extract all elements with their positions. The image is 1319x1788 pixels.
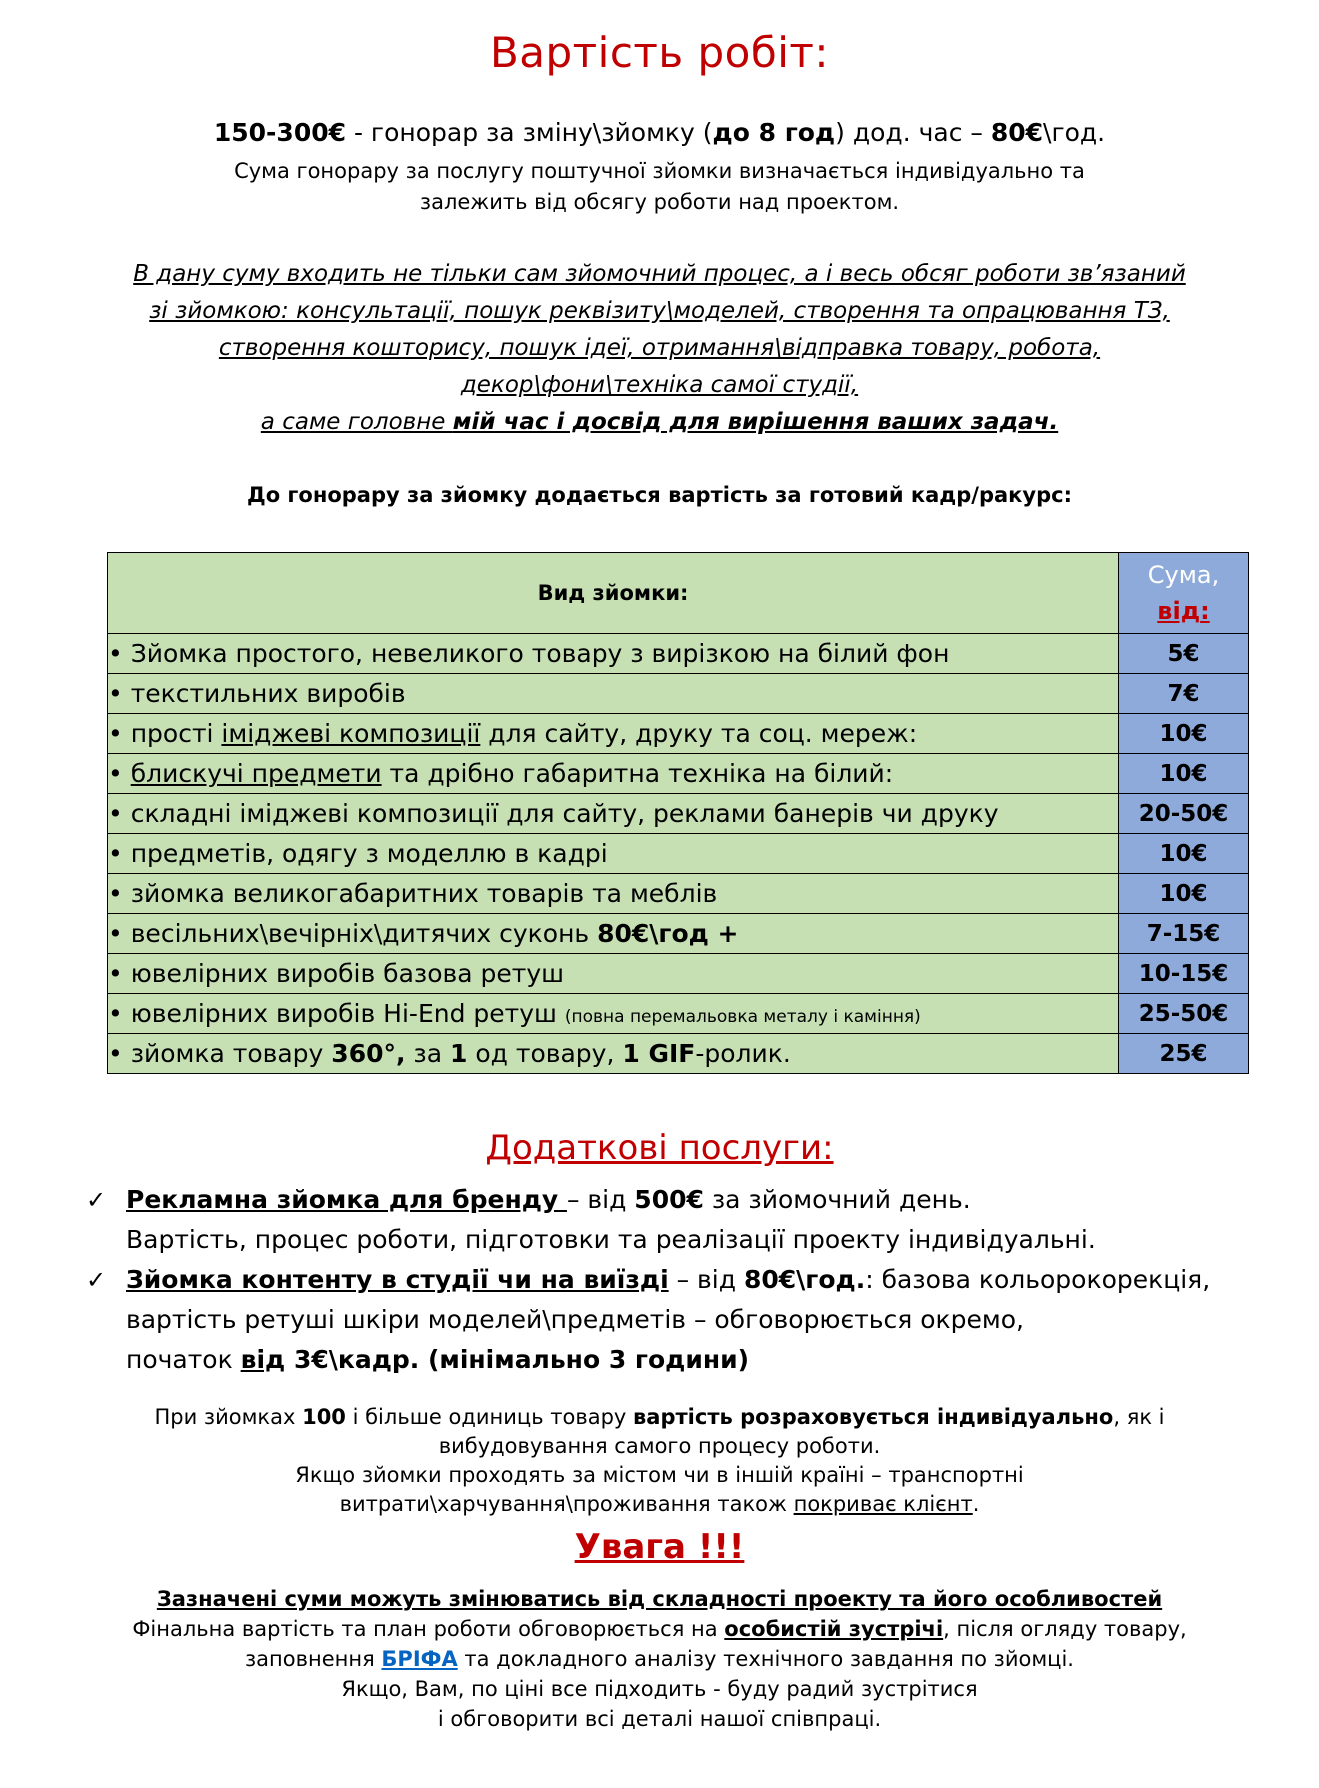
- bullet: •: [108, 839, 123, 868]
- list-item: [86, 1180, 1286, 1260]
- service-description: Вартість, процес роботи, підготовки та реалізації проекту індивідуальні.: [126, 1225, 1096, 1254]
- table-row: [108, 794, 1249, 834]
- conditions-line: [60, 1403, 1259, 1432]
- bullet: •: [108, 999, 123, 1028]
- service-text: текстильних виробів: [130, 679, 406, 708]
- text: , після огляду товару,: [943, 1617, 1187, 1641]
- bullet: •: [108, 799, 123, 828]
- text: і більше одиниць товару: [345, 1405, 634, 1429]
- included-work-paragraph: [70, 256, 1249, 441]
- service-text: прості: [130, 719, 222, 748]
- price-cell: 10€: [1119, 834, 1249, 874]
- additional-services-list: [86, 1180, 1286, 1380]
- included-text: а саме головне: [260, 409, 453, 435]
- service-cell: [108, 714, 1119, 754]
- service-text-underlined: блискучі предмети: [130, 759, 382, 788]
- table-row: [108, 674, 1249, 714]
- service-text: – від: [566, 1185, 635, 1214]
- service-cell: [108, 754, 1119, 794]
- final-line: Якщо, Вам, по ціні все підходить - буду радий зустрітися: [341, 1677, 978, 1701]
- table-row: [108, 1034, 1249, 1074]
- service-text: -ролик.: [695, 1039, 791, 1068]
- table-header-row: [108, 553, 1249, 634]
- service-text: початок: [126, 1345, 241, 1374]
- table-row: [108, 634, 1249, 674]
- service-text: та дрібно габаритна техніка на білий:: [381, 759, 894, 788]
- additional-services-title: Додаткові послуги:: [485, 1128, 834, 1168]
- service-text-bold: 80€\год +: [597, 919, 739, 948]
- service-text: зйомка товару: [130, 1039, 332, 1068]
- final-notes: [60, 1584, 1259, 1734]
- price-cell: 10€: [1119, 754, 1249, 794]
- service-price: 500€: [634, 1185, 704, 1214]
- service-cell: [108, 954, 1119, 994]
- extra-hour-rate: 80€: [990, 118, 1044, 147]
- price-cell: 10-15€: [1119, 954, 1249, 994]
- colon: :: [1200, 597, 1210, 625]
- service-cell: [108, 674, 1119, 714]
- table-row: [108, 714, 1249, 754]
- conditions-line: вибудовування самого процесу роботи.: [438, 1434, 881, 1458]
- price-cell: 5€: [1119, 634, 1249, 674]
- service-text: за: [405, 1039, 450, 1068]
- final-line: [60, 1644, 1259, 1674]
- included-line: [70, 404, 1249, 441]
- included-highlight: мій час і досвід для вирішення ваших задач.: [452, 409, 1059, 435]
- fee-range: 150-300€: [213, 118, 347, 147]
- service-text: Зйомка простого, невеликого товару з вирізкою на білий фон: [130, 639, 950, 668]
- base-fee-line: [0, 118, 1319, 147]
- brief-link[interactable]: БРІФА: [381, 1647, 458, 1671]
- service-note: (повна перемальовка металу і каміння): [564, 1007, 921, 1027]
- price-cell: 7-15€: [1119, 914, 1249, 954]
- price-cell: 25-50€: [1119, 994, 1249, 1034]
- service-price: 3€\кадр. (мінімально 3 години): [285, 1345, 750, 1374]
- service-text: од товару,: [467, 1039, 623, 1068]
- service-text: зйомка великогабаритних товарів та меблів: [130, 879, 718, 908]
- service-title: Рекламна зйомка для бренду: [126, 1185, 567, 1214]
- text-bold: 100: [302, 1405, 346, 1429]
- table-row: [108, 754, 1249, 794]
- text: Фінальна вартість та план роботи обговорюється на: [132, 1617, 725, 1641]
- text: .: [972, 1492, 980, 1516]
- text: та докладного аналізу технічного завдання по зйомці.: [457, 1647, 1074, 1671]
- price-cell: 10€: [1119, 874, 1249, 914]
- column-header-sum: [1119, 553, 1249, 634]
- checkmark-icon: ✓: [86, 1186, 107, 1214]
- text: заповнення: [245, 1647, 382, 1671]
- service-text: : базова кольорокорекція,: [865, 1265, 1211, 1294]
- service-text: за зйомочний день.: [703, 1185, 971, 1214]
- service-text: – від: [668, 1265, 744, 1294]
- text-bold: вартість розраховується індивідуально: [633, 1405, 1114, 1429]
- service-text-bold: 1 GIF: [622, 1039, 696, 1068]
- fee-note-line: Сума гонорару за послугу поштучної зйомки визначається індивідуально та: [234, 159, 1085, 183]
- bullet: •: [108, 919, 123, 948]
- bullet: •: [108, 959, 123, 988]
- from-label: від: [1157, 597, 1201, 625]
- table-row: [108, 954, 1249, 994]
- service-cell: [108, 994, 1119, 1034]
- text: , як і: [1113, 1405, 1165, 1429]
- table-row: [108, 994, 1249, 1034]
- attention-heading: Увага !!!: [574, 1527, 745, 1567]
- service-cell: [108, 874, 1119, 914]
- included-line: створення кошторису, пошук ідеї, отримання\відправка товару, робота,: [218, 335, 1101, 361]
- bullet: •: [108, 1039, 123, 1068]
- service-description: [126, 1340, 1286, 1380]
- service-cell: [108, 834, 1119, 874]
- table-row: [108, 914, 1249, 954]
- service-cell: [108, 794, 1119, 834]
- bullet: •: [108, 639, 123, 668]
- included-line: декор\фони\техніка самої студії,: [460, 372, 859, 398]
- addon-intro: До гонорару за зйомку додається вартість за готовий кадр/ракурс:: [246, 483, 1072, 507]
- service-cell: [108, 914, 1119, 954]
- page-title: Вартість робіт:: [489, 28, 830, 77]
- checkmark-icon: ✓: [86, 1266, 107, 1294]
- fee-text: - гонорар за зміну\зйомку (: [346, 118, 713, 147]
- fee-note: [0, 156, 1319, 218]
- service-cell: [108, 1034, 1119, 1074]
- service-text-bold: 1: [450, 1039, 468, 1068]
- service-price: 80€\год.: [743, 1265, 866, 1294]
- text: витрати\харчування\проживання також: [339, 1492, 794, 1516]
- price-cell: 25€: [1119, 1034, 1249, 1074]
- service-cell: [108, 634, 1119, 674]
- fee-note-line: залежить від обсягу роботи над проектом.: [419, 190, 900, 214]
- service-text: весільних\вечірніх\дитячих суконь: [130, 919, 598, 948]
- service-description: вартість ретуші шкіри моделей\предметів – обговорюється окремо,: [126, 1305, 1024, 1334]
- final-line: [60, 1614, 1259, 1644]
- service-text-bold: 360°,: [331, 1039, 406, 1068]
- table-row: [108, 874, 1249, 914]
- list-item: [86, 1260, 1286, 1380]
- service-text: ювелірних виробів Hi-End ретуш: [130, 999, 565, 1028]
- warning-line: Зазначені суми можуть змінюватись від складності проекту та його особливостей: [156, 1587, 1163, 1611]
- service-text: для сайту, друку та соц. мереж:: [480, 719, 918, 748]
- price-table: [107, 552, 1249, 1074]
- conditions-paragraph: [60, 1403, 1259, 1519]
- bullet: •: [108, 879, 123, 908]
- bullet: •: [108, 759, 123, 788]
- service-title: Зйомка контенту в студії чи на виїзді: [126, 1265, 669, 1294]
- bullet: •: [108, 719, 123, 748]
- text-bold: особистій зустрічі: [724, 1617, 944, 1641]
- price-cell: 10€: [1119, 714, 1249, 754]
- text: При зйомках: [154, 1405, 303, 1429]
- column-header-type: Вид зйомки:: [108, 553, 1119, 634]
- service-text: складні іміджеві композиції для сайту, реклами банерів чи друку: [130, 799, 999, 828]
- conditions-line: [60, 1490, 1259, 1519]
- price-cell: 7€: [1119, 674, 1249, 714]
- sum-label: Сума,: [1147, 561, 1220, 589]
- included-line: В дану суму входить не тільки сам зйомочний процес, а і весь обсяг роботи зв’язаний: [133, 261, 1186, 287]
- table-row: [108, 834, 1249, 874]
- service-text: предметів, одягу з моделлю в кадрі: [130, 839, 608, 868]
- included-line: зі зйомкою: консультації, пошук реквізиту\моделей, створення та опрацювання ТЗ,: [149, 298, 1170, 324]
- fee-text: ) дод. час –: [835, 118, 991, 147]
- service-text-underlined: іміджеві композиції: [221, 719, 481, 748]
- fee-text: \год.: [1043, 118, 1106, 147]
- conditions-line: Якщо зйомки проходять за містом чи в іншій країні – транспортні: [295, 1463, 1024, 1487]
- price-cell: 20-50€: [1119, 794, 1249, 834]
- text-underlined: покриває клієнт: [793, 1492, 973, 1516]
- service-text: ювелірних виробів базова ретуш: [130, 959, 564, 988]
- fee-hours: до 8 год: [712, 118, 836, 147]
- bullet: •: [108, 679, 123, 708]
- final-line: і обговорити всі деталі нашої співпраці.: [437, 1707, 882, 1731]
- from-label: від: [240, 1345, 286, 1374]
